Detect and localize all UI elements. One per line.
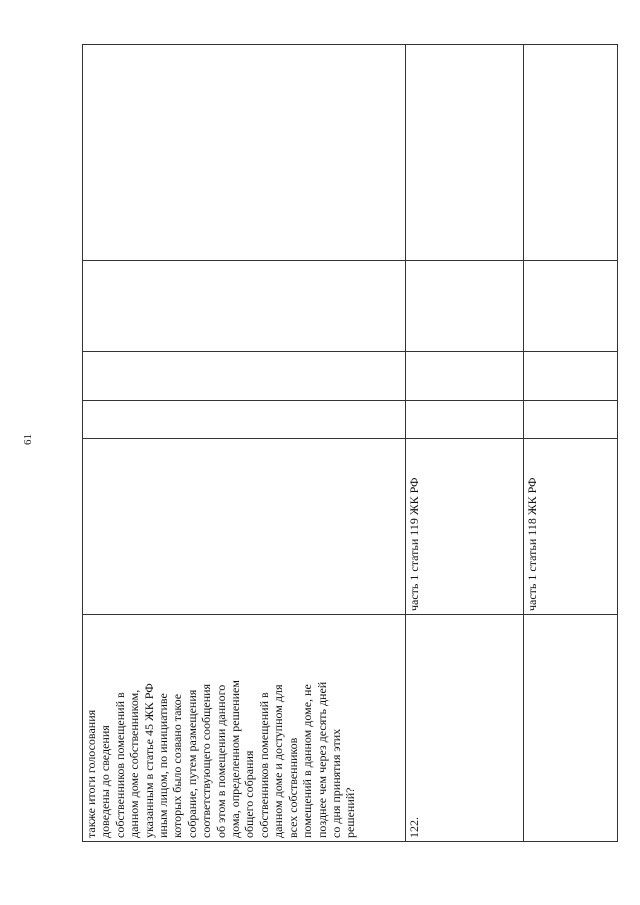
empty-cell (406, 45, 524, 261)
empty-cell (83, 45, 406, 261)
requirements-table-rotated (82, 45, 617, 842)
empty-cell (83, 401, 406, 439)
empty-cell (406, 401, 524, 439)
reference-cell (83, 439, 406, 615)
empty-cell (524, 401, 618, 439)
page-number: 61 (22, 434, 34, 445)
table-row (524, 45, 618, 842)
empty-cell (406, 352, 524, 401)
requirements-table (82, 44, 618, 842)
question-cell: также итоги голосования доведены до сведения собственников помещений в данном доме собственником, указанным в статье 45 ЖК РФ иным лицом, по инициативе которых было созвано такое собрание, путем размещения соответствующего сообщения об этом в помещении данного дома, определенном решением общего собрания собственников помещений в данном доме и доступном для всех собственников помещений в данном доме, не позднее чем через десять дней со дня принятия этих решений? (83, 615, 406, 842)
empty-cell (83, 261, 406, 352)
empty-cell (524, 45, 618, 261)
question-cell: 122. (406, 615, 524, 842)
table-row (83, 45, 406, 842)
empty-cell (524, 261, 618, 352)
reference-cell: часть 1 статьи 118 ЖК РФ (524, 439, 618, 615)
empty-cell (524, 352, 618, 401)
reference-cell: часть 1 статьи 119 ЖК РФ (406, 439, 524, 615)
table-row (406, 45, 524, 842)
question-cell (524, 615, 618, 842)
empty-cell (406, 261, 524, 352)
empty-cell (83, 352, 406, 401)
